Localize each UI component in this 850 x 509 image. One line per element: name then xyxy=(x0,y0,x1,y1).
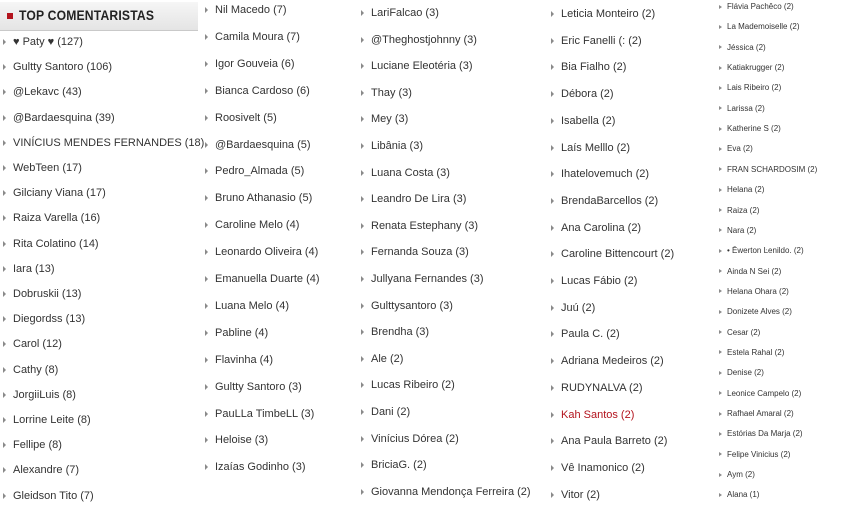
commenter-label: Cathy (8) xyxy=(13,363,59,376)
commenter-label: Eva (2) xyxy=(727,144,753,154)
bullet-arrow-icon xyxy=(361,303,364,309)
commenter-label: Gilciany Viana (17) xyxy=(13,187,106,200)
bullet-arrow-icon xyxy=(3,190,6,196)
bullet-arrow-icon xyxy=(719,86,722,90)
bullet-arrow-icon xyxy=(361,143,364,149)
bullet-arrow-icon xyxy=(205,88,208,94)
commenter-label: Flávia Pachêco (2) xyxy=(727,2,794,11)
commenter-label: Estórias Da Marja (2) xyxy=(727,429,803,439)
bullet-arrow-icon xyxy=(719,45,722,49)
bullet-arrow-icon xyxy=(361,462,364,468)
bullet-arrow-icon xyxy=(3,215,6,221)
bullet-arrow-icon xyxy=(205,34,208,40)
header-title: TOP COMENTARISTAS xyxy=(19,8,155,23)
commenter-label: Katiakrugger (2) xyxy=(727,63,785,73)
commenter-label: BrendaBarcellos (2) xyxy=(561,194,659,207)
bullet-arrow-icon xyxy=(719,391,722,395)
bullet-arrow-icon xyxy=(205,142,208,148)
bullet-arrow-icon xyxy=(719,127,722,131)
bullet-arrow-icon xyxy=(719,25,722,29)
bullet-arrow-icon xyxy=(3,467,6,473)
bullet-arrow-icon xyxy=(3,442,6,448)
bullet-arrow-icon xyxy=(719,493,722,497)
bullet-arrow-icon xyxy=(551,492,554,498)
bullet-arrow-icon xyxy=(719,473,722,477)
top-commenters-header xyxy=(0,2,198,31)
bullet-arrow-icon xyxy=(719,106,722,110)
commenter-label: Bianca Cardoso (6) xyxy=(215,84,310,97)
commenter-label: ♥ Paty ♥ (127) xyxy=(13,36,83,48)
commenter-label: @Bardaesquina (39) xyxy=(13,111,115,124)
bullet-arrow-icon xyxy=(719,350,722,354)
commenter-label: Thay (3) xyxy=(371,86,412,99)
commenter-label: Helana Ohara (2) xyxy=(727,286,789,296)
bullet-arrow-icon xyxy=(719,228,722,232)
commenter-label: Pedro_Almada (5) xyxy=(215,165,305,178)
commenter-label: Leandro De Lira (3) xyxy=(371,193,467,206)
commenter-label: Luciane Eleotéria (3) xyxy=(371,60,473,73)
commenter-label: Ana Carolina (2) xyxy=(561,221,642,234)
bullet-arrow-icon xyxy=(3,89,6,95)
bullet-arrow-icon xyxy=(3,165,6,171)
commenter-label: PauLLa TimbeLL (3) xyxy=(215,407,315,420)
commenter-label: Lucas Ribeiro (2) xyxy=(371,379,455,392)
bullet-arrow-icon xyxy=(551,438,554,444)
bullet-arrow-icon xyxy=(3,291,6,297)
commenter-label: Izaías Godinho (3) xyxy=(215,461,306,474)
commenter-label: Gleidson Tito (7) xyxy=(13,489,94,502)
commenter-label: Kah Santos (2) xyxy=(561,408,635,421)
bullet-arrow-icon xyxy=(719,412,722,416)
commenter-label: Denise (2) xyxy=(727,368,764,378)
commenter-label: Vitor (2) xyxy=(561,488,600,501)
bullet-arrow-icon xyxy=(205,357,208,363)
commenter-label: Rafhael Amaral (2) xyxy=(727,409,794,418)
commenter-label: Leonice Campelo (2) xyxy=(727,388,802,398)
commenter-label: Vinícius Dórea (2) xyxy=(371,432,459,445)
commenter-label: Lucas Fábio (2) xyxy=(561,275,638,287)
bullet-arrow-icon xyxy=(205,195,208,201)
bullet-arrow-icon xyxy=(3,140,6,146)
bullet-arrow-icon xyxy=(205,168,208,174)
commenter-label: Fernanda Souza (3) xyxy=(371,246,469,259)
bullet-arrow-icon xyxy=(205,330,208,336)
commenter-label: WebTeen (17) xyxy=(13,162,82,174)
bullet-arrow-icon xyxy=(719,208,722,212)
red-square-icon xyxy=(7,13,13,19)
commenter-label: Bia Fialho (2) xyxy=(561,61,627,74)
bullet-arrow-icon xyxy=(361,436,364,442)
commenter-label: Alexandre (7) xyxy=(13,464,80,477)
commenter-label: Lorrine Leite (8) xyxy=(13,414,91,426)
commenter-label: @Theghostjohnny (3) xyxy=(371,33,477,46)
commenter-label: Giovanna Mendonça Ferreira (2) xyxy=(371,485,531,498)
commenter-label: Jullyana Fernandes (3) xyxy=(371,273,484,285)
commenter-label: Flavinha (4) xyxy=(215,353,274,366)
bullet-arrow-icon xyxy=(719,66,722,70)
commenter-label: Gultty Santoro (3) xyxy=(215,380,302,393)
commenter-label: Juú (2) xyxy=(561,301,596,314)
commenter-label: Camila Moura (7) xyxy=(215,30,300,43)
commenter-label: Gultty Santoro (106) xyxy=(13,61,113,74)
commenter-label: FRAN SCHARDOSIM (2) xyxy=(727,164,818,174)
commenter-label: Igor Gouveia (6) xyxy=(215,57,295,70)
bullet-arrow-icon xyxy=(361,249,364,255)
commenter-label: Vê Inamonico (2) xyxy=(561,461,645,474)
bullet-arrow-icon xyxy=(205,437,208,443)
commenter-label: Jéssica (2) xyxy=(727,42,766,52)
bullet-arrow-icon xyxy=(719,289,722,293)
bullet-arrow-icon xyxy=(719,249,722,253)
bullet-arrow-icon xyxy=(361,116,364,122)
commenter-label: Aym (2) xyxy=(727,470,755,480)
bullet-arrow-icon xyxy=(361,63,364,69)
commenter-label: Fellipe (8) xyxy=(13,439,62,452)
bullet-arrow-icon xyxy=(361,37,364,43)
bullet-arrow-icon xyxy=(719,330,722,334)
bullet-arrow-icon xyxy=(205,115,208,121)
bullet-arrow-icon xyxy=(551,118,554,124)
bullet-arrow-icon xyxy=(3,64,6,70)
bullet-arrow-icon xyxy=(3,392,6,398)
bullet-arrow-icon xyxy=(205,61,208,67)
commenter-label: Bruno Athanasio (5) xyxy=(215,192,313,205)
commenter-label: La Mademoiselle (2) xyxy=(727,22,800,32)
commenter-label: Laís Melllo (2) xyxy=(561,141,631,154)
bullet-arrow-icon xyxy=(361,382,364,388)
commenter-label: Gulttysantoro (3) xyxy=(371,299,453,312)
commenter-label: Luana Melo (4) xyxy=(215,299,289,312)
bullet-arrow-icon xyxy=(361,223,364,229)
commenter-label: Raiza Varella (16) xyxy=(13,212,101,225)
commenter-label: Pabline (4) xyxy=(215,326,269,339)
commenter-label: Lais Ribeiro (2) xyxy=(727,83,782,93)
commenter-label: Isabella (2) xyxy=(561,114,616,127)
bullet-arrow-icon xyxy=(551,251,554,257)
commenter-label: Dani (2) xyxy=(371,406,411,418)
commenter-label: RUDYNALVA (2) xyxy=(561,381,643,394)
bullet-arrow-icon xyxy=(719,5,722,9)
bullet-arrow-icon xyxy=(3,493,6,499)
bullet-arrow-icon xyxy=(205,464,208,470)
bullet-arrow-icon xyxy=(719,371,722,375)
bullet-arrow-icon xyxy=(551,385,554,391)
bullet-arrow-icon xyxy=(361,329,364,335)
commenter-label: Donizete Alves (2) xyxy=(727,307,792,317)
bullet-arrow-icon xyxy=(551,225,554,231)
bullet-arrow-icon xyxy=(361,489,364,495)
bullet-arrow-icon xyxy=(551,198,554,204)
commenter-label: Heloise (3) xyxy=(215,434,269,447)
commenter-label: Roosivelt (5) xyxy=(215,111,277,124)
bullet-arrow-icon xyxy=(719,452,722,456)
commenter-label: Mey (3) xyxy=(371,113,409,126)
bullet-arrow-icon xyxy=(719,269,722,273)
commenter-label: Felipe Vinicius (2) xyxy=(727,449,791,459)
bullet-arrow-icon xyxy=(551,305,554,311)
commenter-label: Nara (2) xyxy=(727,225,757,235)
commenter-label: Leonardo Oliveira (4) xyxy=(215,246,319,259)
bullet-arrow-icon xyxy=(3,39,6,45)
bullet-arrow-icon xyxy=(551,358,554,364)
commenter-label: Ainda N Sei (2) xyxy=(727,266,782,276)
commenter-label: Carol (12) xyxy=(13,338,62,351)
bullet-arrow-icon xyxy=(551,412,554,418)
bullet-arrow-icon xyxy=(719,310,722,314)
commenter-label: • Ēwerton Ŀenildo. (2) xyxy=(727,246,804,256)
bullet-arrow-icon xyxy=(551,11,554,17)
bullet-arrow-icon xyxy=(3,341,6,347)
commenter-label: Eric Fanelli (: (2) xyxy=(561,34,642,47)
commenter-label: Helana (2) xyxy=(727,185,765,195)
bullet-arrow-icon xyxy=(3,316,6,322)
commenter-label: Adriana Medeiros (2) xyxy=(561,355,664,368)
bullet-arrow-icon xyxy=(719,188,722,192)
commenter-label: Libânia (3) xyxy=(371,140,423,152)
commenter-label: Ana Paula Barreto (2) xyxy=(561,435,668,448)
bullet-arrow-icon xyxy=(719,147,722,151)
bullet-arrow-icon xyxy=(205,411,208,417)
bullet-arrow-icon xyxy=(205,222,208,228)
bullet-arrow-icon xyxy=(3,115,6,121)
bullet-arrow-icon xyxy=(205,303,208,309)
commenter-label: @Lekavc (43) xyxy=(13,86,82,99)
commenter-label: Ale (2) xyxy=(371,352,404,365)
commenter-label: Larissa (2) xyxy=(727,103,765,113)
bullet-arrow-icon xyxy=(551,38,554,44)
commenter-label: JorgiiLuis (8) xyxy=(13,388,76,401)
commenter-label: Brendha (3) xyxy=(371,326,430,339)
commenter-label: Raiza (2) xyxy=(727,205,760,215)
bullet-arrow-icon xyxy=(361,170,364,176)
bullet-arrow-icon xyxy=(3,241,6,247)
commenter-label: @Bardaesquina (5) xyxy=(215,138,311,151)
commenter-label: Rita Colatino (14) xyxy=(13,237,99,250)
commenter-label: VINÍCIUS MENDES FERNANDES (18) xyxy=(13,136,205,149)
bullet-arrow-icon xyxy=(3,266,6,272)
commenter-label: Cesar (2) xyxy=(727,327,761,337)
bullet-arrow-icon xyxy=(3,367,6,373)
bullet-arrow-icon xyxy=(719,167,722,171)
bullet-arrow-icon xyxy=(361,90,364,96)
bullet-arrow-icon xyxy=(205,249,208,255)
commenter-label: Luana Costa (3) xyxy=(371,166,450,179)
commenter-label: Iara (13) xyxy=(13,262,55,275)
bullet-arrow-icon xyxy=(361,356,364,362)
commenter-label: Ihatelovemuch (2) xyxy=(561,168,650,181)
commenter-label: Estela Rahal (2) xyxy=(727,347,785,357)
bullet-arrow-icon xyxy=(551,278,554,284)
bullet-arrow-icon xyxy=(205,7,208,13)
commenter-label: Paula C. (2) xyxy=(561,328,620,341)
commenter-label: Alana (1) xyxy=(727,490,760,500)
bullet-arrow-icon xyxy=(551,145,554,151)
commenter-label: BriciaG. (2) xyxy=(371,459,427,472)
commenter-label: Nil Macedo (7) xyxy=(215,4,287,16)
commenter-label: Emanuella Duarte (4) xyxy=(215,273,320,285)
bullet-arrow-icon xyxy=(361,276,364,282)
bullet-arrow-icon xyxy=(361,10,364,16)
commenter-label: Caroline Bittencourt (2) xyxy=(561,248,675,261)
bullet-arrow-icon xyxy=(719,432,722,436)
commenter-label: Leticia Monteiro (2) xyxy=(561,8,656,20)
bullet-arrow-icon xyxy=(3,417,6,423)
commenter-label: Caroline Melo (4) xyxy=(215,219,300,232)
bullet-arrow-icon xyxy=(551,331,554,337)
commenter-label: Diegordss (13) xyxy=(13,313,86,326)
bullet-arrow-icon xyxy=(205,276,208,282)
commenter-label: LariFalcao (3) xyxy=(371,7,439,19)
bullet-arrow-icon xyxy=(551,465,554,471)
commenter-label: Renata Estephany (3) xyxy=(371,219,479,232)
bullet-arrow-icon xyxy=(361,196,364,202)
bullet-arrow-icon xyxy=(551,91,554,97)
commenter-label: Débora (2) xyxy=(561,88,614,101)
commenter-label: Dobruskii (13) xyxy=(13,288,82,300)
bullet-arrow-icon xyxy=(361,409,364,415)
commenter-label: Katherine S (2) xyxy=(727,124,781,134)
bullet-arrow-icon xyxy=(551,64,554,70)
bullet-arrow-icon xyxy=(551,171,554,177)
bullet-arrow-icon xyxy=(205,384,208,390)
